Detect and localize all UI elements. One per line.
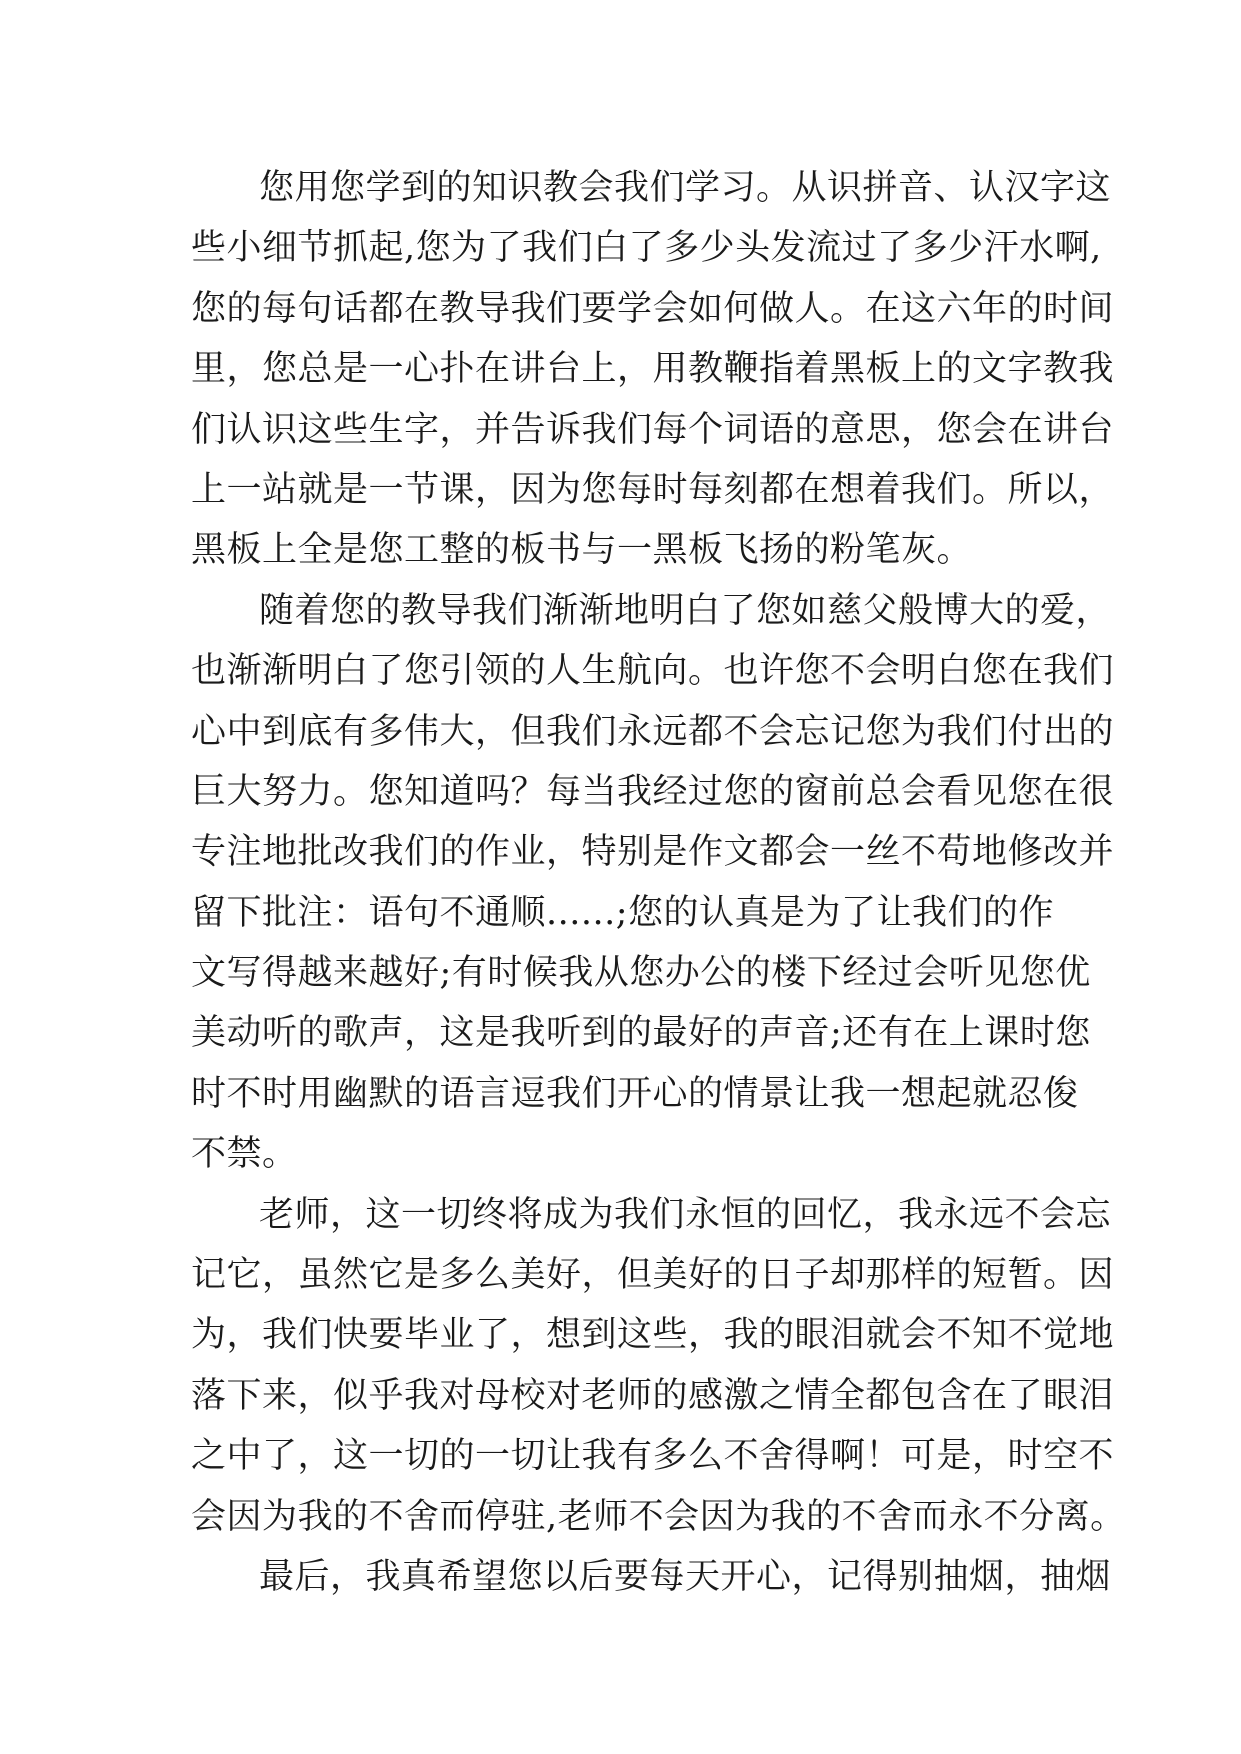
text-line: 落下来，似乎我对母校对老师的感激之情全都包含在了眼泪	[191, 1375, 1115, 1416]
text-line: 也渐渐明白了您引领的人生航向。也许您不会明白您在我们	[191, 651, 1115, 692]
text-line: 留下批注：语句不通顺......;您的认真是为了让我们的作	[191, 892, 1055, 933]
text-line: 们认识这些生字，并告诉我们每个词语的意思，您会在讲台	[191, 409, 1115, 450]
text-line: 为，我们快要毕业了，想到这些，我的眼泪就会不知不觉地	[191, 1315, 1115, 1356]
text-line: 巨大努力。您知道吗？每当我经过您的窗前总会看见您在很	[191, 771, 1115, 812]
text-line: 上一站就是一节课，因为您每时每刻都在想着我们。所以，	[191, 469, 1115, 510]
text-line: 专注地批改我们的作业，特别是作文都会一丝不苟地修改并	[191, 832, 1115, 873]
text-line: 您的每句话都在教导我们要学会如何做人。在这六年的时间	[191, 288, 1115, 329]
text-line: 之中了，这一切的一切让我有多么不舍得啊！可是，时空不	[191, 1436, 1115, 1477]
paragraph-first-line: 随着您的教导我们渐渐地明白了您如慈父般博大的爱，	[259, 590, 1112, 631]
text-line: 不禁。	[191, 1134, 298, 1175]
text-line: 心中到底有多伟大，但我们永远都不会忘记您为我们付出的	[191, 711, 1115, 752]
text-line: 会因为我的不舍而停驻,老师不会因为我的不舍而永不分离。	[191, 1496, 1126, 1537]
paragraph-first-line: 老师，这一切终将成为我们永恒的回忆，我永远不会忘	[259, 1194, 1112, 1235]
text-line: 记它，虽然它是多么美好，但美好的日子却那样的短暂。因	[191, 1255, 1115, 1296]
text-line: 美动听的歌声，这是我听到的最好的声音;还有在上课时您	[191, 1013, 1091, 1054]
text-line: 黑板上全是您工整的板书与一黑板飞扬的粉笔灰。	[191, 530, 973, 571]
paragraph-first-line: 最后，我真希望您以后要每天开心，记得别抽烟，抽烟	[259, 1556, 1112, 1597]
text-line: 文写得越来越好;有时候我从您办公的楼下经过会听见您优	[191, 953, 1091, 994]
text-line: 时不时用幽默的语言逗我们开心的情景让我一想起就忍俊	[191, 1073, 1079, 1114]
paragraph-first-line: 您用您学到的知识教会我们学习。从识拼音、认汉字这	[259, 168, 1112, 208]
body-text	[191, 158, 1126, 1607]
text-line: 里，您总是一心扑在讲台上，用教鞭指着黑板上的文字教我	[191, 349, 1115, 390]
text-line: 些小细节抓起,您为了我们白了多少头发流过了多少汗水啊,	[191, 228, 1102, 269]
